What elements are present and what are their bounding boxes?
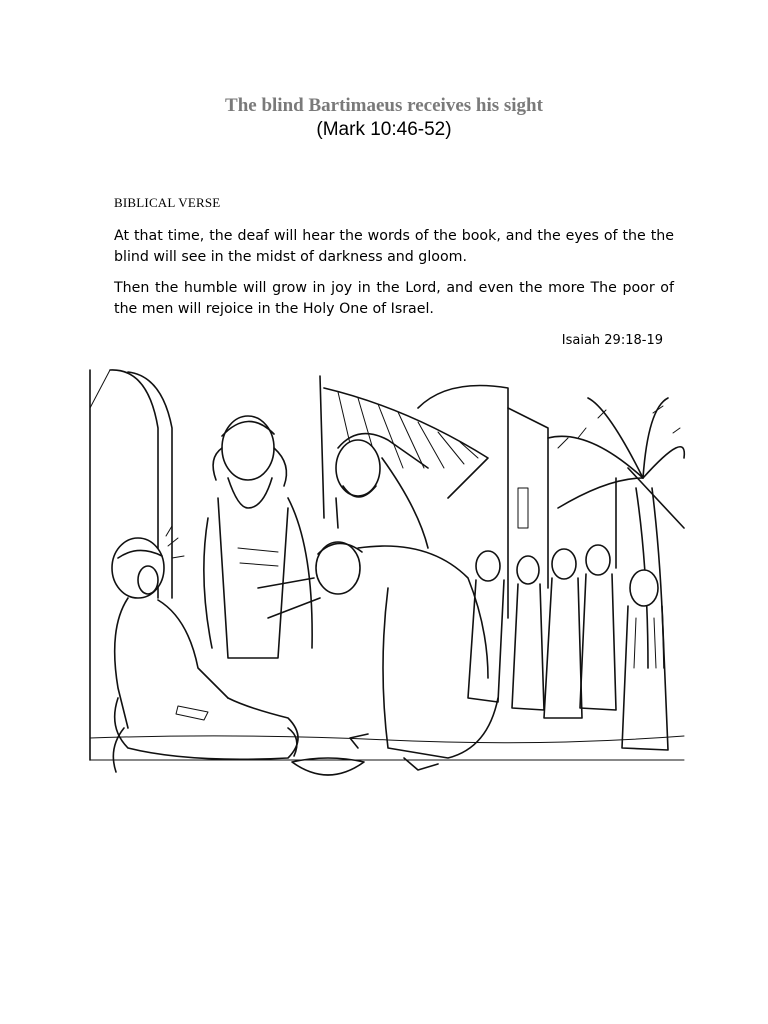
verse-paragraph-1: At that time, the deaf will hear the words of the book, and the eyes of the the blind will see in the midst of darkness and gloom. (114, 228, 674, 265)
alms-bowl (292, 758, 364, 775)
page-title: The blind Bartimaeus receives his sight (225, 95, 543, 116)
verse-paragraph-2: Then the humble will grow in joy in the Lord, and even the more The poor of the men will rejoice in the Holy One of Israel. (114, 280, 674, 317)
man-shushing (336, 434, 428, 548)
striped-awning (320, 376, 324, 518)
jesus-healing-figure (258, 542, 498, 770)
line-art-illustration (88, 368, 686, 800)
bartimaeus-scene-drawing (88, 368, 686, 800)
crowd-figures (468, 545, 668, 750)
section-label: BIBLICAL VERSE (114, 195, 221, 210)
man-covering-ears (204, 416, 312, 658)
scripture-reference: (Mark 10:46-52) (316, 119, 452, 140)
verse-citation: Isaiah 29:18-19 (561, 333, 663, 348)
building (418, 386, 508, 619)
bartimaeus-figure (112, 526, 298, 772)
